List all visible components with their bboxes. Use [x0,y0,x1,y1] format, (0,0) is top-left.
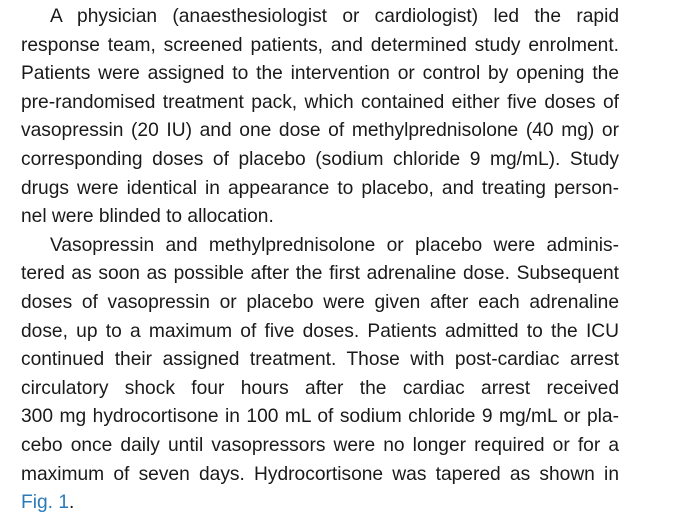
text-line: 300 mg hydrocortisone in 100 mL of sodium chloride 9 mg/mL or pla- [21,406,619,428]
article-body [21,3,619,518]
text-line: response team, screened patients, and determined study enrolment. [21,34,619,56]
text-line: A physician (anaesthesiologist or cardiologist) led the rapid [50,6,619,27]
text-line: drugs were identical in appearance to placebo, and treating person- [21,177,619,199]
paragraph-treatment [21,232,619,518]
text-line: cebo once daily until vasopressors were no longer required or for a [21,434,619,456]
text-line: Vasopressin and methylprednisolone or placebo were adminis- [50,234,619,256]
text-line: nel were blinded to allocation. [21,206,274,228]
text-line: maximum of seven days. Hydrocortisone was tapered as shown in [21,463,619,485]
text-line: vasopressin (20 IU) and one dose of methylprednisolone (40 mg) or [21,120,619,142]
text-line: doses of vasopressin or placebo were given after each adrenaline [21,291,619,313]
text-line: pre-randomised treatment pack, which contained either five doses of [21,91,619,113]
text-line: circulatory shock four hours after the cardiac arrest received [21,377,619,399]
text-line-final [21,489,619,518]
figure-1-link[interactable]: Fig. 1 [21,492,69,514]
text-line: corresponding doses of placebo (sodium chloride 9 mg/mL). Study [21,148,619,170]
closing-punctuation: . [69,492,75,514]
text-line: Patients were assigned to the intervention or control by opening the [21,63,619,85]
text-line: tered as soon as possible after the first adrenaline dose. Subsequent [21,263,619,285]
paragraph-enrolment [21,3,619,232]
text-line: dose, up to a maximum of five doses. Patients admitted to the ICU [21,320,619,342]
text-line: continued their assigned treatment. Those with post-cardiac arrest [21,349,619,371]
